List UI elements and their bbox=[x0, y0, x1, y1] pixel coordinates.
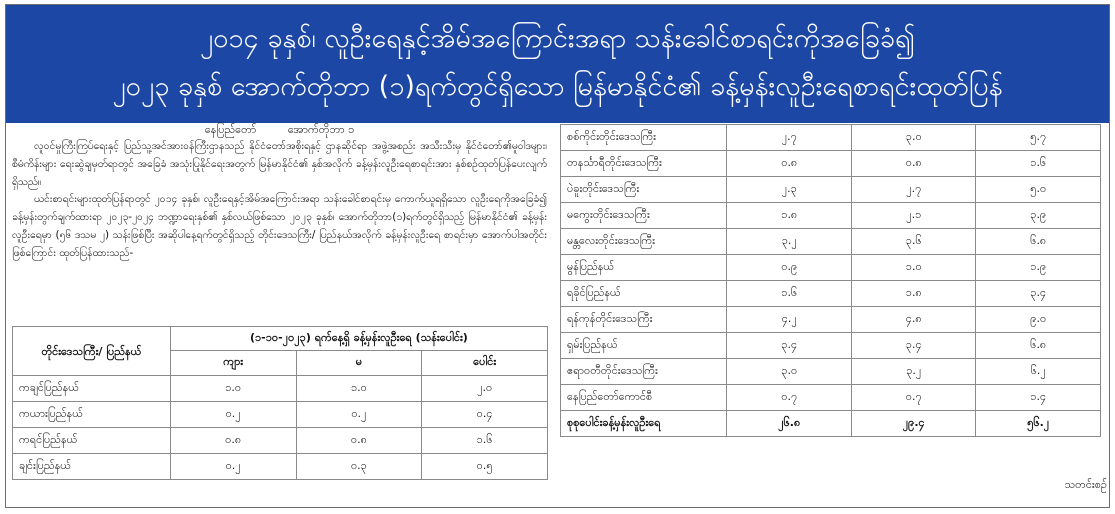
total-value: ၃.၉ bbox=[976, 203, 1101, 229]
total-female-value: ၂၉.၄ bbox=[851, 411, 976, 437]
female-value: ၄.၈ bbox=[851, 307, 976, 333]
total-value: ၁.၆ bbox=[422, 428, 548, 454]
male-value: ၃.၄ bbox=[727, 333, 852, 359]
male-value: ၂.၃ bbox=[727, 177, 852, 203]
male-value: ၀.၂ bbox=[170, 402, 296, 428]
region-name: မန္တလေးတိုင်းဒေသကြီး bbox=[561, 229, 727, 255]
total-value: ၆.၂ bbox=[976, 359, 1101, 385]
region-name: မကွေးတိုင်းဒေသကြီး bbox=[561, 203, 727, 229]
female-value: ၀.၈ bbox=[296, 428, 422, 454]
female-value: ၁.၀ bbox=[851, 255, 976, 281]
male-value: ၁.၈ bbox=[727, 203, 852, 229]
region-name: တနင်္သာရီတိုင်းဒေသကြီး bbox=[561, 151, 727, 177]
region-name: နေပြည်တော်ကောင်စီ bbox=[561, 385, 727, 411]
male-value: ၁.၆ bbox=[727, 281, 852, 307]
article-paragraph-2: ယင်းစာရင်းများထုတ်ပြန်ရာတွင် ၂၀၁၄ ခုနှစ်၊ လူဦးရေနှင့်အိမ်အကြောင်းအရာ သန်းခေါင်စာရင်းမှ ကောက်ယူရရှိသော လူဦးရေကိုအခြေခံ၍ ခန့်မှန်းတွက်ချက်ထားရာ ၂၀၂၃-၂၀၂၄ ဘဏ္ဍာရေးနှစ်၏ နှစ်လယ်ဖြစ်သော ၂၀၂၃ ခုနှစ်၊ အောက်တိုဘာ(၁)ရက်တွင်ရှိသည့် မြန်မာနိုင်ငံ၏ ခန့်မှန်းလူဦးရေမှာ (၅၆ ဒသမ ၂) သန်းဖြစ်ပြီး အဆိုပါနေ့ရက်တွင်ရှိသည့် တိုင်းဒေသကြီး/ ပြည်နယ်အလိုက် ခန့်မှန်းလူဦးရေ စာရင်းမှာ အောက်ပါအတိုင်းဖြစ်ကြောင်း ထုတ်ပြန်ထားသည်- bbox=[12, 193, 547, 259]
dateline-place: နေပြည်တော် bbox=[204, 123, 257, 136]
table-row bbox=[561, 385, 1101, 411]
column-header-population-group: (၁-၁၀-၂၀၂၃) ရက်နေ့ရှိ ခန့်မှန်းလူဦးရေ (သန်းပေါင်း) bbox=[170, 327, 547, 351]
male-value: ၂.၇ bbox=[727, 125, 852, 151]
female-value: ၃.၆ bbox=[851, 229, 976, 255]
total-value: ၂.၀ bbox=[422, 376, 548, 402]
region-name: ဧရာဝတီတိုင်းဒေသကြီး bbox=[561, 359, 727, 385]
table-row bbox=[561, 203, 1101, 229]
total-value: ၁.၄ bbox=[976, 385, 1101, 411]
column-header-male: ကျား bbox=[170, 351, 296, 376]
column-header-female: မ bbox=[296, 351, 422, 376]
headline-banner bbox=[6, 5, 1109, 123]
male-value: ၃.၀ bbox=[727, 359, 852, 385]
table-row bbox=[13, 454, 548, 480]
grand-total-value: ၅၆.၂ bbox=[976, 411, 1101, 437]
dateline bbox=[12, 122, 547, 138]
female-value: ၃.၄ bbox=[851, 333, 976, 359]
total-value: ၅.၇ bbox=[976, 125, 1101, 151]
population-table-left bbox=[12, 326, 548, 480]
column-header-region: တိုင်းဒေသကြီး/ ပြည်နယ် bbox=[13, 327, 171, 376]
total-value: ၀.၅ bbox=[422, 454, 548, 480]
table-header-row bbox=[13, 327, 548, 351]
headline-line-2: ၂၀၂၃ ခုနှစ် အောက်တိုဘာ (၁)ရက်တွင်ရှိသော မြန်မာနိုင်ငံ၏ ခန့်မှန်းလူဦးရေစာရင်းထုတ်ပြန် bbox=[112, 71, 1003, 102]
male-value: ၃.၂ bbox=[727, 229, 852, 255]
headline-line-1: ၂၀၁၄ ခုနှစ်၊ လူဦးရေနှင့်အိမ်အကြောင်းအရာ သန်းခေါင်စာရင်းကိုအခြေခံ၍ bbox=[199, 23, 916, 54]
table-row bbox=[561, 177, 1101, 203]
female-value: ၃.၂ bbox=[851, 359, 976, 385]
female-value: ၂.၇ bbox=[851, 177, 976, 203]
male-value: ၀.၇ bbox=[727, 385, 852, 411]
total-value: ၆.၈ bbox=[976, 333, 1101, 359]
table-row bbox=[561, 151, 1101, 177]
table-row bbox=[561, 281, 1101, 307]
table-row bbox=[13, 376, 548, 402]
female-value: ၂.၁ bbox=[851, 203, 976, 229]
region-name: ပဲခူးတိုင်းဒေသကြီး bbox=[561, 177, 727, 203]
table-row bbox=[561, 359, 1101, 385]
table-row bbox=[561, 333, 1101, 359]
male-value: ၀.၂ bbox=[170, 454, 296, 480]
female-value: ၀.၂ bbox=[296, 402, 422, 428]
population-table-right bbox=[560, 124, 1101, 437]
region-name: ကယားပြည်နယ် bbox=[13, 402, 171, 428]
region-name: ရခိုင်ပြည်နယ် bbox=[561, 281, 727, 307]
total-label: စုစုပေါင်းခန့်မှန်းလူဦးရေ bbox=[561, 411, 727, 437]
byline: သတင်းစဉ် bbox=[1064, 478, 1107, 491]
female-value: ၀.၇ bbox=[851, 385, 976, 411]
female-value: ၀.၃ bbox=[296, 454, 422, 480]
region-name: ရှမ်းပြည်နယ် bbox=[561, 333, 727, 359]
article-paragraph-1: လူဝင်မှုကြီးကြပ်ရေးနှင့် ပြည်သူ့အင်အားဝန်ကြီးဌာနသည် နိုင်ငံတော်အစိုးရနှင့် ဌာနဆိုင်ရာ အဖွဲ့အစည်း အသီးသီးမှ နိုင်ငံတော်၏မူဝါဒများ၊ စီမံကိန်းများ ရေးဆွဲချမှတ်ရာတွင် အခြေခံ အသုံးပြုနိုင်ရေးအတွက် မြန်မာနိုင်ငံ၏ နှစ်အလိုက် ခန့်မှန်းလူဦးရေစာရင်းအား နှစ်စဉ်ထုတ်ပြန်ပေးလျက်ရှိသည်။ bbox=[12, 140, 547, 188]
region-name: ရန်ကုန်တိုင်းဒေသကြီး bbox=[561, 307, 727, 333]
male-value: ၀.၈ bbox=[727, 151, 852, 177]
region-name: မွန်ပြည်နယ် bbox=[561, 255, 727, 281]
male-value: ၄.၂ bbox=[727, 307, 852, 333]
male-value: ၁.၀ bbox=[170, 376, 296, 402]
total-value: ၃.၄ bbox=[976, 281, 1101, 307]
region-name: စစ်ကိုင်းတိုင်းဒေသကြီး bbox=[561, 125, 727, 151]
table-total-row bbox=[561, 411, 1101, 437]
female-value: ၃.၀ bbox=[851, 125, 976, 151]
male-value: ၀.၉ bbox=[727, 255, 852, 281]
female-value: ၁.၈ bbox=[851, 281, 976, 307]
table-row bbox=[13, 428, 548, 454]
male-value: ၀.၈ bbox=[170, 428, 296, 454]
total-value: ၉.၀ bbox=[976, 307, 1101, 333]
region-name: ကချင်ပြည်နယ် bbox=[13, 376, 171, 402]
table-row bbox=[13, 402, 548, 428]
table-row bbox=[561, 255, 1101, 281]
total-value: ၁.၆ bbox=[976, 151, 1101, 177]
table-row bbox=[561, 125, 1101, 151]
column-header-total: ပေါင်း bbox=[422, 351, 548, 376]
article-body bbox=[12, 122, 547, 322]
dateline-date: အောက်တိုဘာ ၁ bbox=[287, 123, 355, 136]
total-male-value: ၂၆.၈ bbox=[727, 411, 852, 437]
table-row bbox=[561, 229, 1101, 255]
total-value: ၀.၄ bbox=[422, 402, 548, 428]
total-value: ၅.၀ bbox=[976, 177, 1101, 203]
female-value: ၀.၈ bbox=[851, 151, 976, 177]
table-row bbox=[561, 307, 1101, 333]
total-value: ၆.၈ bbox=[976, 229, 1101, 255]
female-value: ၁.၀ bbox=[296, 376, 422, 402]
region-name: ချင်းပြည်နယ် bbox=[13, 454, 171, 480]
total-value: ၁.၉ bbox=[976, 255, 1101, 281]
region-name: ကရင်ပြည်နယ် bbox=[13, 428, 171, 454]
